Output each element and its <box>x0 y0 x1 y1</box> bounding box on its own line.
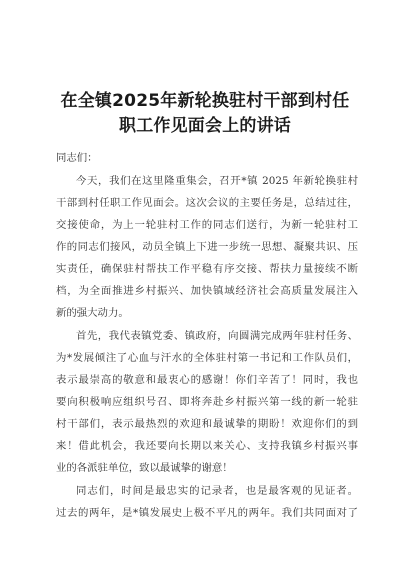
paragraph-line: 同志们，时间是最忠实的记录者，也是最客观的见证者。 <box>76 485 358 497</box>
paragraph-line: 今天，我们在这里隆重集会，召开*镇 2025 年新轮换驻村 <box>76 175 358 187</box>
document-title-line-1: 在全镇2025年新轮换驻村干部到村任 <box>60 91 350 111</box>
paragraph-line: 实责任，确保驻村帮扶工作平稳有序交接、帮扶力量接续不断 <box>56 263 358 275</box>
paragraph-line: 新的强大动力。 <box>56 307 129 319</box>
paragraph-line: 干部到村任职工作见面会。这次会议的主要任务是，总结过往， <box>56 197 358 209</box>
paragraph-line: 要向积极响应组织号召、即将奔赴乡村振兴第一线的新一轮驻 <box>56 396 358 408</box>
paragraph-line: 交接使命，为上一轮驻村工作的同志们送行，为新一轮驻村工 <box>56 219 358 231</box>
paragraph-line: 过去的两年，是*镇发展史上极不平凡的两年。我们共同面对了 <box>56 507 358 519</box>
paragraph-line: 表示最崇高的敬意和最衷心的感谢！你们辛苦了！同时，我也 <box>56 374 358 386</box>
paragraph-line: 作的同志们接风，动员全镇上下进一步统一思想、凝聚共识、压 <box>56 241 358 253</box>
salutation: 同志们： <box>56 152 98 164</box>
paragraph-line: 业的各派驻单位，致以最诚挚的谢意！ <box>56 462 233 474</box>
paragraph-line: 来！借此机会，我还要向长期以来关心、支持我镇乡村振兴事 <box>56 440 358 452</box>
paragraph-line: 村干部们，表示最热烈的欢迎和最诚挚的期盼！欢迎你们的到 <box>56 418 358 430</box>
document-title-line-2: 职工作见面会上的讲话 <box>119 116 291 136</box>
paragraph-line: 为*发展倾注了心血与汗水的全体驻村第一书记和工作队员们， <box>56 352 358 364</box>
paragraph-line: 档，为全面推进乡村振兴、加快镇域经济社会高质量发展注入 <box>56 285 358 297</box>
paragraph-line: 首先，我代表镇党委、镇政府，向圆满完成两年驻村任务、 <box>76 330 358 342</box>
